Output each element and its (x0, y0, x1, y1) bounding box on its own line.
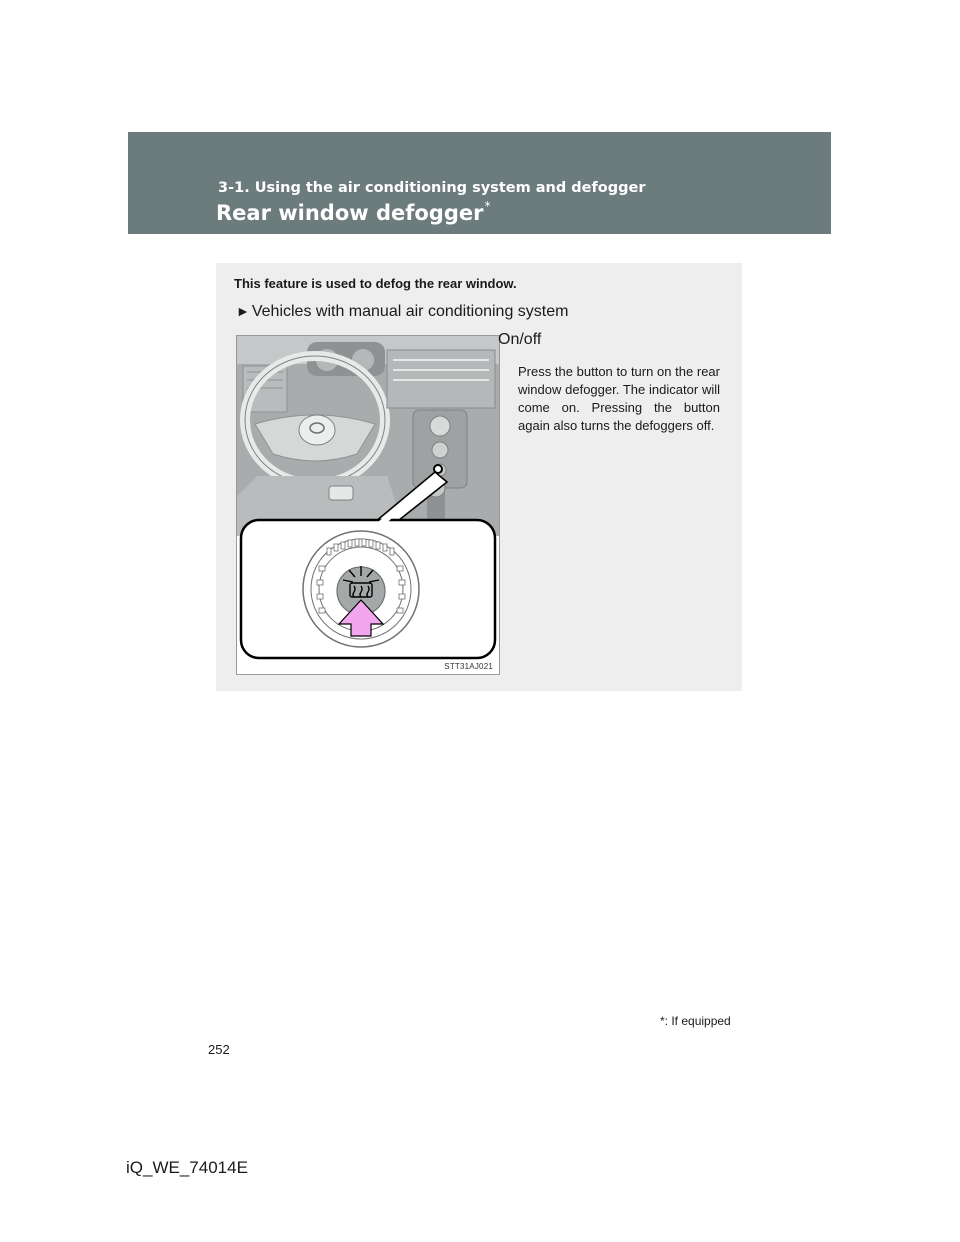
document-code: iQ_WE_74014E (126, 1158, 248, 1177)
figure-code: STT31AJ021 (444, 662, 493, 671)
asterisk-icon: * (660, 1014, 665, 1028)
on-off-heading: On/off (498, 331, 542, 348)
on-off-description: Press the button to turn on the rear window defogger. The indicator will come on. Pressing the button again also turns the defoggers off. (518, 364, 720, 433)
intro-text: This feature is used to defog the rear window. (234, 276, 517, 291)
dashboard-drawing (237, 336, 500, 675)
page-number: 252 (208, 1042, 230, 1057)
footnote (660, 1014, 731, 1028)
footnote-text: : If equipped (664, 1014, 731, 1028)
page-title-text: Rear window defogger (216, 201, 484, 225)
vehicle-variant-heading (236, 303, 568, 321)
section-header (128, 132, 831, 234)
content-box (216, 263, 742, 691)
triangle-marker-icon: ► (236, 303, 250, 319)
variant-label: Vehicles with manual air conditioning system (251, 303, 569, 320)
section-title: 3-1. Using the air conditioning system and defogger (218, 180, 646, 196)
if-equipped-mark: * (484, 199, 491, 213)
page-title (216, 199, 490, 225)
dashboard-illustration (236, 335, 500, 675)
